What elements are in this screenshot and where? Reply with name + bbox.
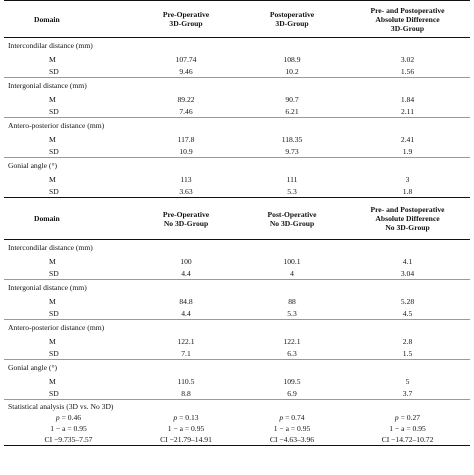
table2-stat-label: M	[49, 256, 56, 266]
table2-value-cell: 3.7	[402, 388, 413, 398]
table1-value-row	[4, 105, 470, 118]
table1-value-cell: 5.3	[287, 186, 297, 196]
table1-value-cell: 2.11	[400, 106, 414, 116]
stat-header-row	[4, 400, 470, 413]
table1-header-0: Domain	[4, 1, 133, 38]
table1-value-cell: 9.73	[285, 146, 299, 156]
table1-value-row	[4, 53, 470, 65]
table1-value-cell: 1.84	[400, 94, 415, 104]
table2-value-cell: 4.4	[181, 268, 191, 278]
table1-stat-label: SD	[49, 66, 59, 76]
stat-power-cell: 1 − a = 0.95	[273, 424, 311, 433]
table2-group-row	[4, 360, 470, 376]
table1-value-cell: 1.56	[400, 66, 415, 76]
table2-group-label: Intercondilar distance (mm)	[8, 243, 93, 252]
table2-stat-label: SD	[49, 268, 59, 278]
table2-header-3: Pre- and Postoperative Absolute Difference No 3D-Group	[345, 198, 470, 240]
table1-value-cell: 90.7	[285, 94, 299, 104]
table2-value-cell: 100.1	[283, 256, 301, 266]
table1-group-label: Antero-posterior distance (mm)	[4, 118, 470, 134]
table2-group-row	[4, 320, 470, 336]
table1-value-cell: 107.74	[175, 54, 197, 64]
table2-stat-label: SD	[49, 388, 59, 398]
table2-group-label: Intergonial distance (mm)	[4, 280, 470, 296]
stat-power-cell: 1 − a = 0.95	[50, 424, 87, 433]
table1-header-2: Postoperative 3D-Group	[239, 1, 345, 38]
table1-value-cell: 9.46	[179, 66, 193, 76]
table2-value-cell: 122.1	[177, 336, 195, 346]
table1-stat-label: SD	[49, 146, 59, 156]
table1-group-row	[4, 38, 470, 54]
table2-value-cell: 4.5	[402, 308, 413, 318]
table1-stat-label: M	[49, 174, 56, 184]
table1-group-label: Gonial angle (°)	[4, 158, 470, 174]
table1-value-row	[4, 133, 470, 145]
table1-group-label: Intercondilar distance (mm)	[8, 41, 93, 50]
table1-value-row	[4, 93, 470, 105]
table2-value-cell: 6.3	[287, 348, 297, 358]
table2-value-cell: 5	[405, 376, 410, 386]
table2-header-row	[4, 198, 470, 240]
table2-value-row	[4, 267, 470, 280]
table1-value-cell: 3.63	[179, 186, 193, 196]
stat-ci-cell: CI −21.79–14.91	[133, 434, 239, 446]
table2-value-cell: 109.5	[283, 376, 301, 386]
table2-group-label: Gonial angle (°)	[4, 360, 470, 376]
table1-value-cell: 108.9	[283, 54, 301, 64]
table2-header-2: Post-Operative No 3D-Group	[239, 198, 345, 240]
table2-value-row	[4, 335, 470, 347]
table2-stat-label: M	[49, 296, 56, 306]
table2-value-cell: 122.1	[283, 336, 301, 346]
stat-ci-cell: CI −4.63–3.96	[239, 434, 345, 446]
table2-value-row	[4, 307, 470, 320]
stat-ci-cell: CI −9.735–7.57	[4, 434, 133, 446]
table2-stat-label: SD	[49, 348, 59, 358]
table1-value-row	[4, 173, 470, 185]
table2-value-cell: 3.04	[400, 268, 415, 278]
table2-stat-label: M	[49, 376, 56, 386]
stat-power-cell: 1 − a = 0.95	[389, 424, 426, 433]
table1-group-row	[4, 118, 470, 134]
table1-value-cell: 89.22	[177, 94, 195, 104]
table1-value-cell: 6.21	[285, 106, 299, 116]
table2-value-row	[4, 255, 470, 267]
table1-stat-label: SD	[49, 186, 59, 196]
table2-header-0: Domain	[4, 198, 133, 240]
table2-value-cell: 4.1	[402, 256, 413, 266]
table2-group-row	[4, 240, 470, 256]
table2-group-row	[4, 280, 470, 296]
table1-value-cell: 7.46	[179, 106, 193, 116]
table1-value-cell: 3.02	[400, 54, 415, 64]
stat-ci-row	[4, 434, 470, 446]
stat-power-cell: 1 − a = 0.95	[167, 424, 205, 433]
table2-stat-label: SD	[49, 308, 59, 318]
table1-group-row	[4, 78, 470, 94]
table1-value-cell: 2.41	[400, 134, 415, 144]
table2-header-1: Pre-Operative No 3D-Group	[133, 198, 239, 240]
table1-stat-label: SD	[49, 106, 59, 116]
table1-stat-label: M	[49, 94, 56, 104]
table2-value-cell: 4.4	[181, 308, 191, 318]
table1-value-cell: 118.35	[281, 134, 303, 144]
table1-header-3: Pre- and Postoperative Absolute Difference 3D-Group	[345, 1, 470, 38]
table1-value-cell: 10.9	[179, 146, 193, 156]
table2-group-label: Antero-posterior distance (mm)	[4, 320, 470, 336]
stat-label: Statistical analysis (3D vs. No 3D)	[4, 400, 470, 413]
table2-value-row	[4, 375, 470, 387]
table1-value-cell: 117.8	[177, 134, 195, 144]
table1-value-row	[4, 65, 470, 78]
stat-p-cell: p = 0.46	[55, 413, 82, 422]
table1-group-label: Intergonial distance (mm)	[4, 78, 470, 94]
table2-value-row	[4, 347, 470, 360]
table1-group-row	[4, 158, 470, 174]
table2-value-cell: 88	[288, 296, 296, 306]
stat-p-cell: p = 0.27	[394, 413, 421, 422]
table2-value-cell: 110.5	[177, 376, 195, 386]
table1-value-row	[4, 145, 470, 158]
table2-stat-label: M	[49, 336, 56, 346]
stat-power-row	[4, 423, 470, 434]
table2-value-cell: 2.8	[402, 336, 413, 346]
table2-value-row	[4, 295, 470, 307]
table2-value-cell: 84.8	[179, 296, 193, 306]
table2-value-cell: 5.28	[400, 296, 415, 306]
stat-ci-cell: CI −14.72–10.72	[345, 434, 470, 446]
table1-value-row	[4, 185, 470, 198]
table2-value-cell: 1.5	[402, 348, 413, 358]
stat-p-row	[4, 412, 470, 423]
table2-value-cell: 4	[290, 268, 294, 278]
table1-value-cell: 1.8	[402, 186, 413, 196]
table1-stat-label: M	[49, 134, 56, 144]
table1-header-1: Pre-Operative 3D-Group	[133, 1, 239, 38]
table1-header-row	[4, 1, 470, 38]
stat-p-cell: p = 0.13	[173, 413, 199, 422]
table2-value-cell: 8.8	[181, 388, 191, 398]
table1-value-cell: 1.9	[402, 146, 413, 156]
table2-value-cell: 6.9	[287, 388, 297, 398]
table2-value-cell: 100	[180, 256, 192, 266]
table2-value-cell: 5.3	[287, 308, 297, 318]
table1-value-cell: 10.2	[285, 66, 299, 76]
table2-value-cell: 7.1	[181, 348, 191, 358]
stat-p-cell: p = 0.74	[279, 413, 305, 422]
table1-value-cell: 113	[180, 174, 192, 184]
table1-value-cell: 111	[286, 174, 298, 184]
table1-stat-label: M	[49, 54, 56, 64]
table2-value-row	[4, 387, 470, 400]
table1-value-cell: 3	[405, 174, 410, 184]
measurement-table	[4, 0, 470, 446]
